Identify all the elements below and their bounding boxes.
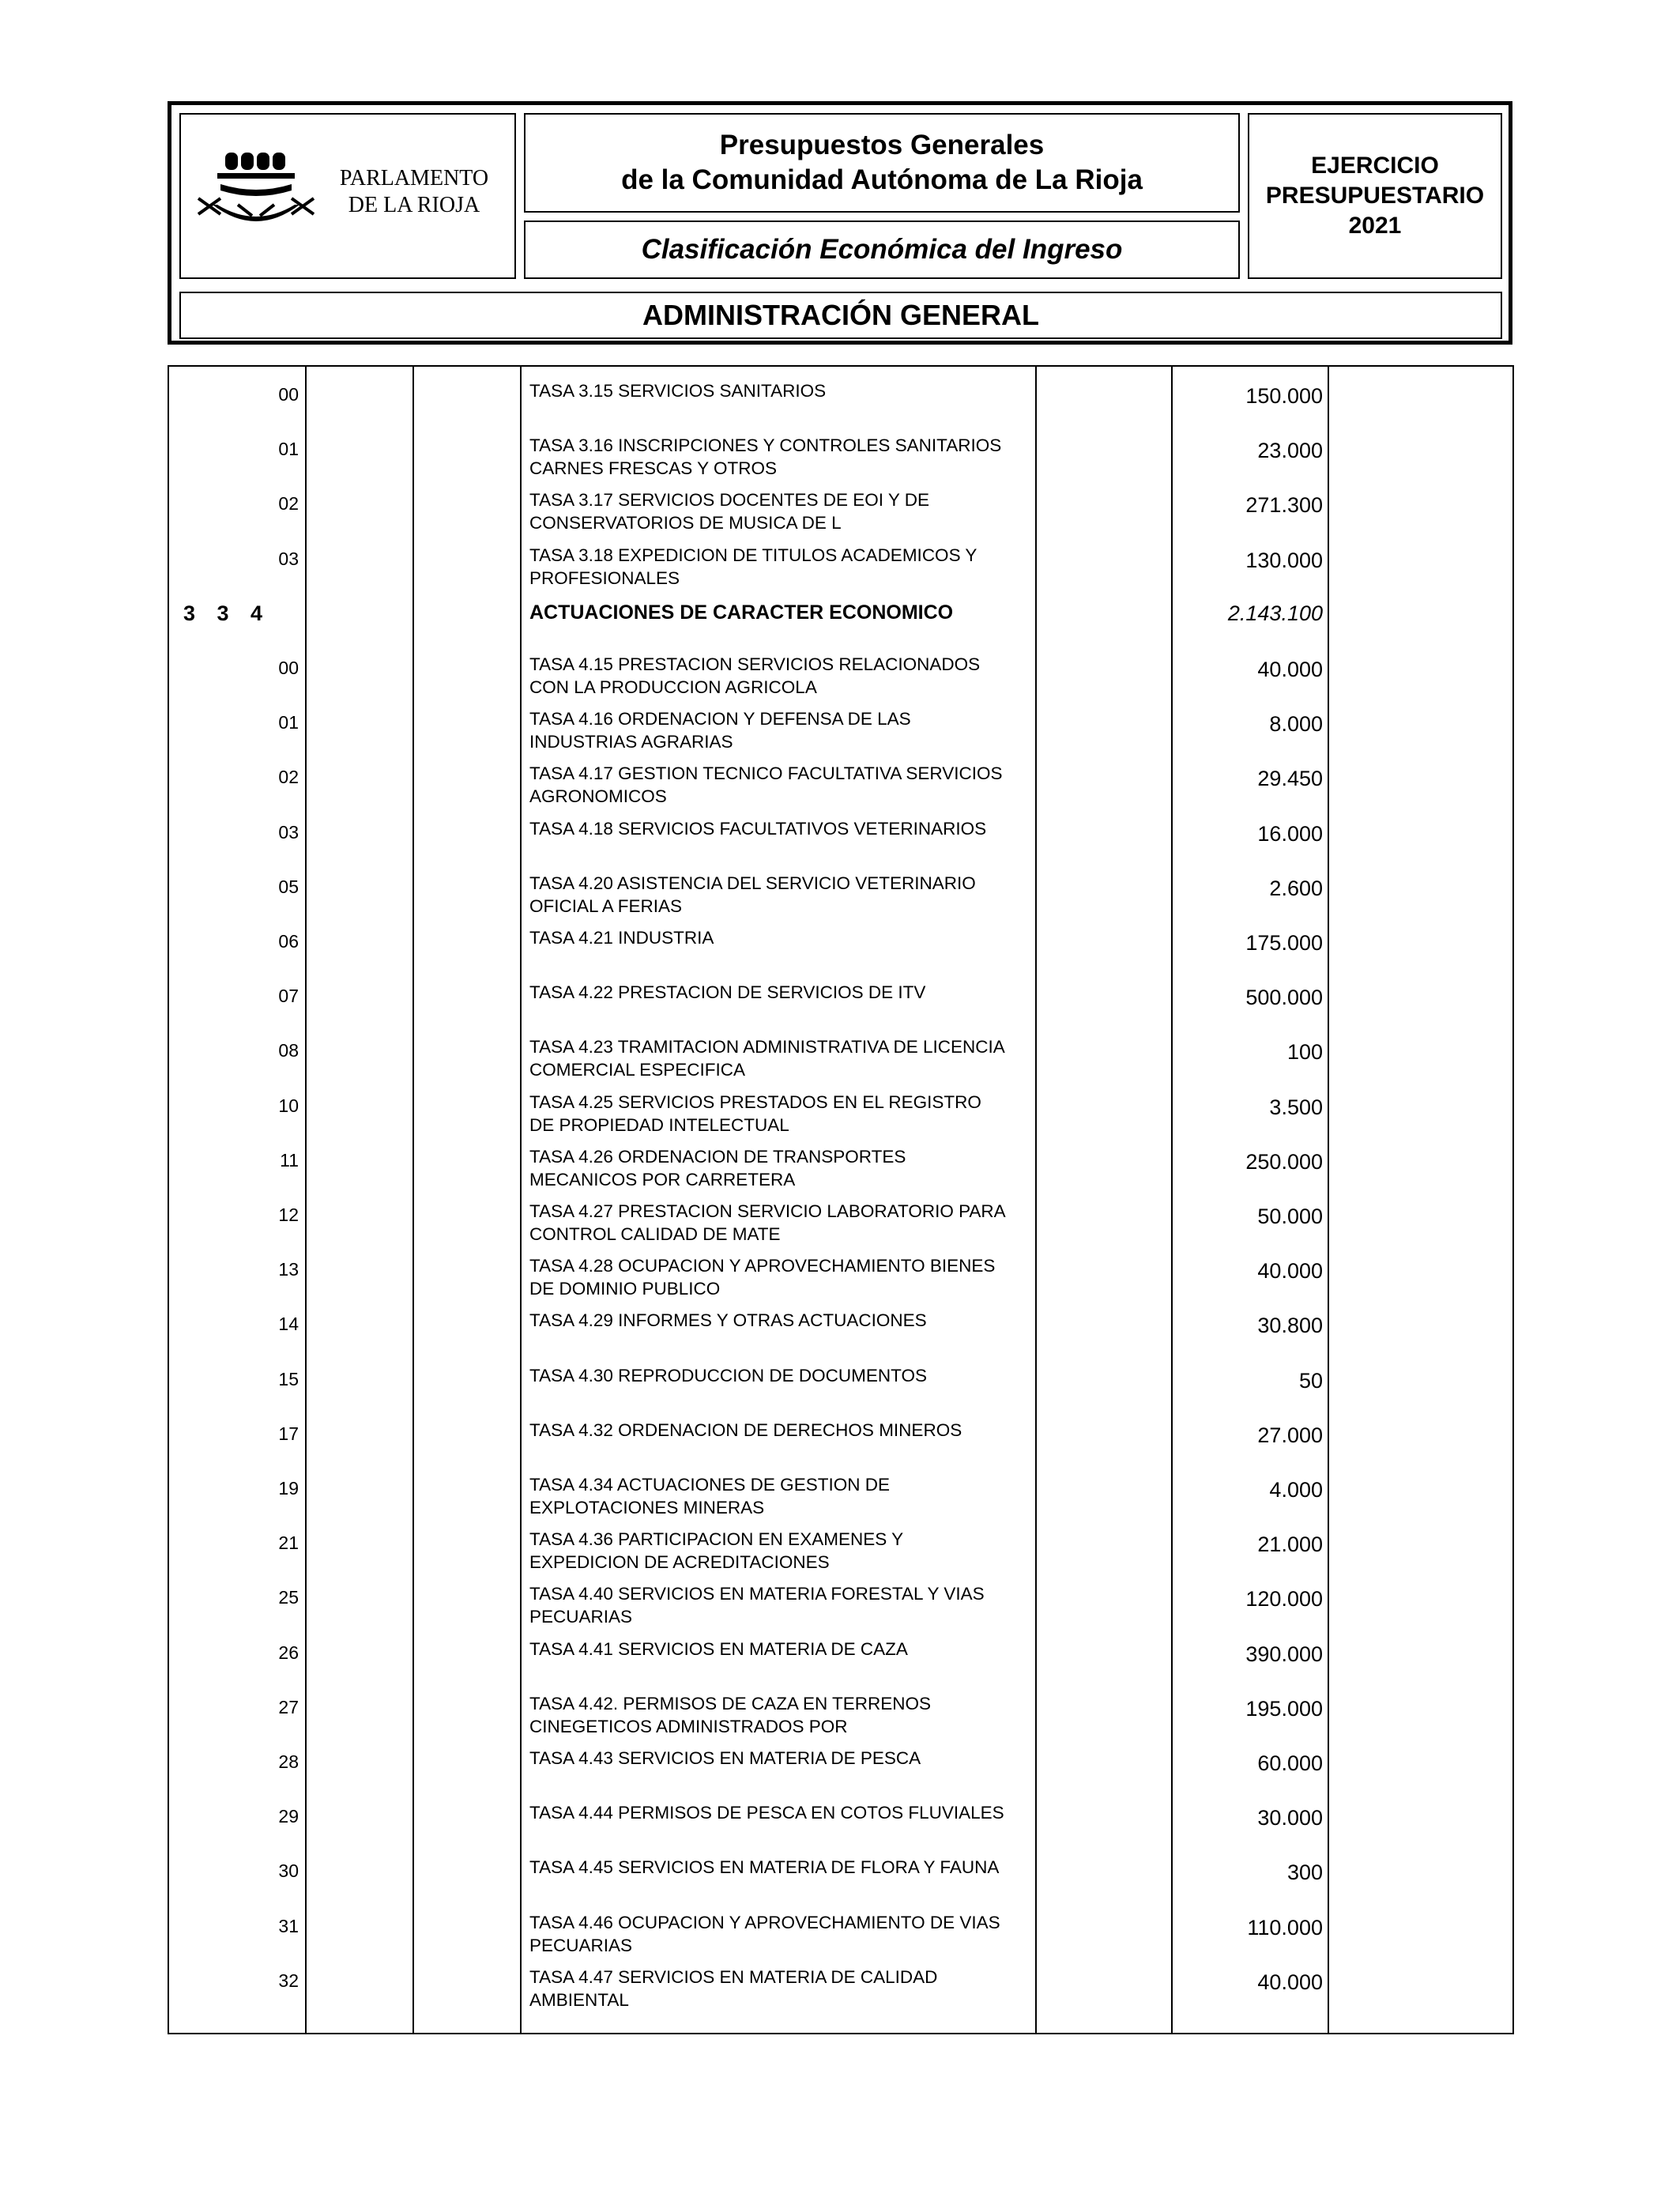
concept-code: 31	[278, 1915, 299, 1936]
concept-code: 08	[278, 1040, 299, 1061]
table-row	[169, 749, 1512, 807]
row-description: TASA 4.15 PRESTACION SERVICIOS RELACIONADOS CON LA PRODUCCION AGRICOLA	[529, 654, 981, 697]
concept-code: 05	[278, 876, 299, 897]
row-amount: 175.000	[1245, 931, 1323, 955]
logo-box	[179, 113, 516, 279]
fiscal-year-line2: PRESUPUESTARIO	[1265, 183, 1485, 209]
row-amount: 30.000	[1257, 1806, 1323, 1830]
row-amount: 21.000	[1257, 1532, 1323, 1557]
table-row	[169, 1789, 1512, 1843]
row-amount: 27.000	[1257, 1423, 1323, 1447]
parlamento-logo-icon	[197, 149, 315, 236]
table-row	[169, 476, 1512, 533]
row-amount: 271.300	[1245, 493, 1323, 518]
row-description: TASA 3.15 SERVICIOS SANITARIOS	[529, 381, 827, 401]
row-amount: 8.000	[1269, 712, 1323, 737]
row-description: TASA 4.25 SERVICIOS PRESTADOS EN EL REGISTRO DE PROPIEDAD INTELECTUAL	[529, 1091, 981, 1135]
row-description: TASA 4.28 OCUPACION Y APROVECHAMIENTO BIENES DE DOMINIO PUBLICO	[529, 1256, 996, 1299]
row-description: TASA 4.41 SERVICIOS EN MATERIA DE CAZA	[529, 1638, 908, 1659]
table-row	[169, 1898, 1512, 1953]
row-description: TASA 4.34 ACTUACIONES DE GESTION DE EXPLOTACIONES MINERAS	[529, 1475, 890, 1517]
document-title-line2: de la Comunidad Autónoma de La Rioja	[621, 164, 1143, 195]
row-amount: 390.000	[1245, 1642, 1323, 1666]
org-name-line1: PARLAMENTO	[339, 166, 489, 190]
concept-code: 03	[278, 821, 299, 843]
row-description: TASA 4.32 ORDENACION DE DERECHOS MINEROS	[529, 1419, 962, 1440]
chapter-row	[169, 586, 1512, 640]
table-row	[169, 1078, 1512, 1133]
organization-name	[315, 165, 513, 219]
section-box	[179, 292, 1502, 339]
row-amount: 40.000	[1257, 658, 1323, 681]
document-title-line1: Presupuestos Generales	[719, 130, 1045, 160]
concept-code: 12	[278, 1204, 299, 1225]
concept-code: 30	[278, 1860, 299, 1882]
table-row	[169, 1187, 1512, 1242]
table-row	[169, 1242, 1512, 1299]
concept-code: 11	[280, 1149, 299, 1171]
concept-code: 02	[278, 767, 299, 788]
table-row	[169, 1953, 1512, 2010]
table-row	[169, 805, 1512, 859]
concept-code: 00	[278, 658, 299, 678]
table-row	[169, 1570, 1512, 1627]
row-amount: 29.450	[1257, 767, 1323, 791]
subtitle-box	[524, 221, 1240, 279]
row-amount: 500.000	[1245, 986, 1323, 1010]
row-description: TASA 4.20 ASISTENCIA DEL SERVICIO VETERINARIO OFICIAL A FERIAS	[529, 873, 976, 916]
table-row	[169, 1625, 1512, 1679]
row-description: TASA 4.21 INDUSTRIA	[529, 928, 714, 948]
row-amount: 120.000	[1245, 1587, 1323, 1612]
concept-code: 28	[278, 1751, 299, 1772]
section-title: ADMINISTRACIÓN GENERAL	[642, 299, 1039, 331]
row-description: TASA 4.43 SERVICIOS EN MATERIA DE PESCA	[529, 1748, 921, 1768]
row-description: TASA 4.27 PRESTACION SERVICIO LABORATORIO PARA CONTROL CALIDAD DE MATE	[529, 1201, 1006, 1244]
row-description: TASA 4.47 SERVICIOS EN MATERIA DE CALIDAD AMBIENTAL	[529, 1966, 938, 2010]
concept-code: 10	[278, 1095, 299, 1116]
concept-code: 26	[278, 1642, 299, 1663]
row-amount: 110.000	[1247, 1915, 1323, 1940]
concept-code: 15	[278, 1368, 299, 1389]
concept-code: 01	[278, 439, 299, 460]
table-row	[169, 1296, 1512, 1351]
table-row	[169, 968, 1512, 1023]
table-row	[169, 914, 1512, 968]
row-amount: 40.000	[1257, 1970, 1323, 1994]
row-amount: 50	[1298, 1368, 1323, 1393]
concept-code: 07	[278, 986, 299, 1007]
table-row	[169, 1351, 1512, 1406]
chapter-code: 3 3 4	[183, 601, 271, 625]
row-amount: 16.000	[1257, 821, 1323, 846]
row-description: TASA 4.44 PERMISOS DE PESCA EN COTOS FLUVIALES	[529, 1803, 1004, 1823]
table-row	[169, 367, 1512, 421]
row-description: TASA 4.30 REPRODUCCION DE DOCUMENTOS	[529, 1365, 928, 1385]
row-amount: 130.000	[1245, 548, 1323, 572]
concept-code: 02	[278, 493, 299, 515]
table-row	[169, 1515, 1512, 1573]
row-amount: 195.000	[1245, 1696, 1323, 1721]
concept-code: 25	[278, 1587, 299, 1608]
org-name-line2: DE LA RIOJA	[348, 193, 480, 217]
row-description: TASA 3.18 EXPEDICION DE TITULOS ACADEMICOS Y PROFESIONALES	[529, 545, 977, 588]
row-amount: 2.600	[1269, 876, 1323, 900]
concept-code: 00	[278, 384, 299, 405]
row-description: TASA 4.40 SERVICIOS EN MATERIA FORESTAL Y VIAS PECUARIAS	[529, 1584, 985, 1627]
row-amount: 4.000	[1269, 1478, 1323, 1502]
row-description: TASA 4.46 OCUPACION Y APROVECHAMIENTO DE VIAS PECUARIAS	[529, 1912, 1000, 1955]
row-description: TASA 4.16 ORDENACION Y DEFENSA DE LAS INDUSTRIAS AGRARIAS	[529, 709, 911, 752]
row-amount: 2.143.100	[1227, 601, 1323, 625]
concept-code: 01	[278, 712, 299, 733]
row-amount: 3.500	[1269, 1095, 1323, 1119]
row-description: TASA 4.36 PARTICIPACION EN EXAMENES Y EXPEDICION DE ACREDITACIONES	[529, 1529, 904, 1573]
concept-code: 13	[278, 1259, 299, 1280]
document-subtitle: Clasificación Económica del Ingreso	[641, 234, 1123, 265]
row-amount: 300	[1286, 1860, 1323, 1885]
row-description: TASA 3.17 SERVICIOS DOCENTES DE EOI Y DE CONSERVATORIOS DE MUSICA DE L	[529, 490, 930, 533]
concept-code: 06	[278, 931, 299, 952]
row-amount: 250.000	[1245, 1149, 1323, 1174]
table-row	[169, 859, 1512, 914]
concept-code: 32	[278, 1970, 299, 1991]
concept-code: 19	[278, 1478, 299, 1498]
table-row	[169, 1133, 1512, 1187]
row-description: TASA 4.18 SERVICIOS FACULTATIVOS VETERINARIOS	[529, 818, 987, 839]
row-description: TASA 4.17 GESTION TECNICO FACULTATIVA SERVICIOS AGRONOMICOS	[529, 763, 1003, 807]
row-amount: 150.000	[1245, 384, 1323, 408]
table-row	[169, 421, 1512, 479]
table-row	[169, 1679, 1512, 1734]
budget-table	[168, 365, 1514, 2034]
row-amount: 23.000	[1257, 439, 1323, 463]
row-description: TASA 4.29 INFORMES Y OTRAS ACTUACIONES	[529, 1310, 927, 1331]
concept-code: 21	[278, 1532, 299, 1554]
table-row	[169, 695, 1512, 752]
table-row	[169, 1843, 1512, 1898]
table-row	[169, 1734, 1512, 1789]
table-row	[169, 1023, 1512, 1080]
row-amount: 40.000	[1257, 1259, 1323, 1284]
table-row	[169, 531, 1512, 586]
row-amount: 100	[1286, 1040, 1323, 1065]
concept-code: 14	[278, 1314, 299, 1335]
title-box	[524, 113, 1240, 213]
row-description: TASA 4.26 ORDENACION DE TRANSPORTES MECANICOS POR CARRETERA	[529, 1146, 906, 1189]
fiscal-year-value: 2021	[1348, 213, 1402, 239]
table-row	[169, 1406, 1512, 1461]
row-amount: 60.000	[1257, 1751, 1323, 1775]
concept-code: 29	[278, 1806, 299, 1827]
row-description: TASA 4.23 TRAMITACION ADMINISTRATIVA DE LICENCIA COMERCIAL ESPECIFICA	[529, 1037, 1005, 1080]
row-description: TASA 4.42. PERMISOS DE CAZA EN TERRENOS CINEGETICOS ADMINISTRADOS POR	[529, 1693, 932, 1736]
row-description: TASA 3.16 INSCRIPCIONES Y CONTROLES SANITARIOS CARNES FRESCAS Y OTROS	[529, 435, 1002, 479]
row-amount: 30.800	[1257, 1314, 1323, 1338]
concept-code: 03	[278, 548, 299, 569]
row-amount: 50.000	[1257, 1204, 1323, 1228]
table-row	[169, 640, 1512, 695]
concept-code: 17	[278, 1423, 299, 1444]
table-row	[169, 1461, 1512, 1515]
row-description: TASA 4.45 SERVICIOS EN MATERIA DE FLORA Y FAUNA	[529, 1857, 1000, 1878]
row-description: ACTUACIONES DE CARACTER ECONOMICO	[529, 601, 954, 624]
fiscal-year-line1: EJERCICIO	[1311, 153, 1439, 179]
concept-code: 27	[278, 1696, 299, 1717]
row-description: TASA 4.22 PRESTACION DE SERVICIOS DE ITV	[529, 982, 926, 1003]
document-header	[168, 101, 1512, 345]
fiscal-year-box	[1248, 113, 1502, 279]
